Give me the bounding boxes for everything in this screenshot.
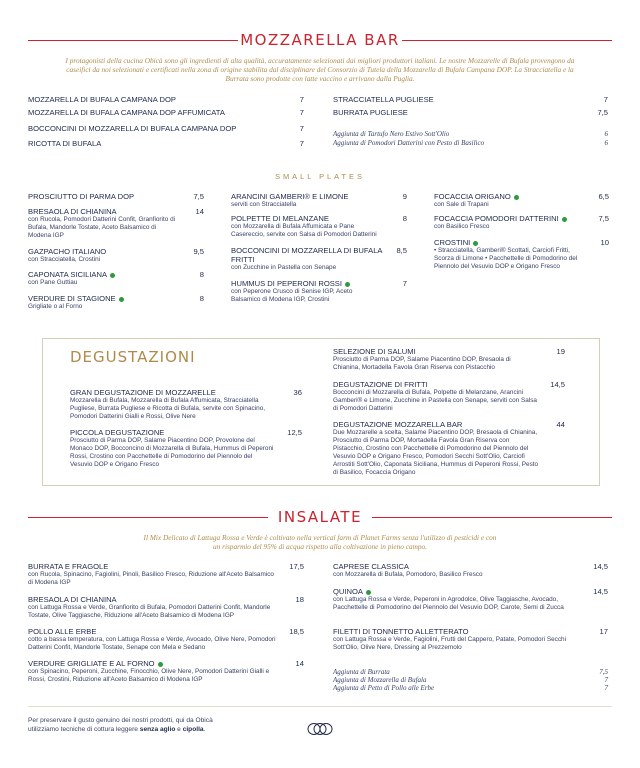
item-price: 14,5: [593, 587, 608, 596]
item-description: con Stracciatella, Crostini: [28, 256, 101, 263]
footer-bold-1: senza aglio: [139, 726, 176, 733]
footer-line-2-text: utilizziamo tecniche di cottura leggere: [28, 726, 140, 733]
item-description: con Lattuga Rossa e Verde, Fagiolini, Frutti del Cappero, Patate, Pomodori Secchi Sott'Olio, Olive Nere, Dressing al Prezzemolo: [333, 636, 567, 651]
item-name: BRESAOLA DI CHIANINA: [28, 207, 117, 216]
leaf-dot-icon: [514, 195, 519, 200]
item-description: con Basilico Fresco: [434, 223, 490, 230]
item-description: Bocconcini di Mozzarella di Bufala, Polpette di Melanzane, Arancini Gamberi® e Limone, Zucchine in Pastella con Senape, serviti con Salsa di Pomodori Datterini: [333, 389, 537, 412]
item-name: VERDURE DI STAGIONE: [28, 294, 116, 303]
item-description: Prosciutto di Parma DOP, Salame Piacentino DOP, Provolone del Monaco DOP, Bocconcino di Mozzarella di Bufala, Hummus di Peperoni Rossi, Crostino con Pacchettelle di Pomodorino del Piennolo del Vesuvio DOP e Origano Fresco: [70, 437, 274, 468]
item-name: HUMMUS DI PEPERONI ROSSI: [231, 279, 342, 288]
item-price: 7: [299, 108, 304, 117]
addon-price: 7: [604, 684, 608, 692]
leaf-dot-icon: [366, 590, 371, 595]
menu-item: [333, 380, 565, 413]
item-name: BURRATA E FRAGOLE: [28, 562, 109, 571]
item-name: BOCCONCINI DI MOZZARELLA DI BUFALA FRITTI: [231, 246, 383, 264]
menu-item: [28, 139, 304, 148]
item-description: con Peperone Crusco di Senise IGP, Aceto Balsamico di Modena IGP, Crostini: [231, 288, 353, 303]
footer-line: [28, 706, 612, 707]
item-name: CAPONATA SICILIANA: [28, 270, 108, 279]
item-name: RICOTTA DI BUFALA: [28, 139, 102, 148]
leaf-dot-icon: [473, 241, 478, 246]
footer-and: e: [175, 726, 183, 733]
insalate-title: INSALATE: [277, 508, 363, 526]
item-price: 19: [556, 347, 565, 356]
addon-price: 6: [604, 139, 608, 147]
leaf-dot-icon: [345, 282, 350, 287]
addon-label: Aggiunta di Tartufo Nero Estivo Sott'Olio: [333, 130, 450, 138]
addon-row: [333, 139, 608, 148]
menu-item: [28, 270, 204, 287]
addon-row: [333, 676, 608, 684]
item-description: con Sale di Trapani: [434, 201, 489, 208]
item-price: 7: [299, 139, 304, 148]
mozzarella-bar-addons: [333, 130, 608, 148]
item-name: STRACCIATELLA PUGLIESE: [333, 95, 434, 104]
leaf-dot-icon: [110, 273, 115, 278]
item-price: 8: [199, 270, 204, 279]
item-price: 17: [599, 627, 608, 636]
degustazioni-title: DEGUSTAZIONI: [70, 348, 196, 366]
item-description: • Stracciatella, Gamberi® Scottati, Carciofi Fritti, Scorza di Limone • Pacchettelle di Pomodorino del Piennolo del Vesuvio DOP e Origano Fresco: [434, 247, 578, 270]
item-name: POLPETTE DI MELANZANE: [231, 214, 329, 223]
footer-end: .: [203, 726, 206, 733]
item-description: cotto a bassa temperatura, con Lattuga Rossa e Verde, Avocado, Olive Nere, Pomodori Datterini Confit, Mandorle Tostate, Senape con Mela e Sedano: [28, 636, 276, 651]
menu-item: [28, 595, 304, 620]
menu-item: [333, 95, 608, 104]
item-price: 9: [402, 192, 407, 201]
menu-item: [333, 627, 608, 652]
mozzarella-bar-title: MOZZARELLA BAR: [240, 31, 400, 49]
item-price: 7,5: [193, 192, 204, 201]
item-price: 6,5: [598, 192, 609, 201]
menu-item: [231, 214, 407, 239]
menu-item: [28, 247, 204, 264]
menu-item: [28, 207, 204, 240]
item-description: con Rucola, Pomodori Datterini Confit, Granfiorito di Bufala, Mandorle Tostate, Aceto Balsamico di Modena IGP: [28, 216, 176, 239]
menu-item: [333, 347, 565, 372]
item-price: 14,5: [593, 562, 608, 571]
item-name: GAZPACHO ITALIANO: [28, 247, 107, 256]
item-price: 14,5: [550, 380, 565, 389]
menu-item: [28, 95, 304, 104]
item-name: MOZZARELLA DI BUFALA CAMPANA DOP AFFUMICATA: [28, 108, 225, 117]
item-description: con Mozzarella di Bufala, Pomodoro, Basilico Fresco: [333, 571, 483, 578]
menu-item: [70, 428, 302, 469]
addon-price: 7: [604, 676, 608, 684]
item-price: 18: [295, 595, 304, 604]
item-description: con Pane Guttiau: [28, 279, 78, 286]
item-name: FILETTI DI TONNETTO ALLETTERATO: [333, 627, 469, 636]
menu-item: [231, 279, 407, 304]
item-description: con Mozzarella di Bufala Affumicata e Pane Casereccio, servite con Salsa di Pomodori Datterini: [231, 223, 377, 238]
menu-item: [28, 562, 304, 587]
addon-row: [333, 684, 608, 692]
item-price: 7: [603, 95, 608, 104]
menu-item: [28, 124, 304, 133]
menu-item: [333, 420, 565, 477]
leaf-dot-icon: [562, 217, 567, 222]
item-price: 7: [402, 279, 407, 288]
item-name: DEGUSTAZIONE DI FRITTI: [333, 380, 428, 389]
addon-row: [333, 130, 608, 139]
addon-label: Aggiunta di Burrata: [333, 668, 390, 676]
footer-line-1: Per preservare il gusto genuino dei nostri prodotti, qui da Obicà: [28, 717, 213, 724]
item-price: 44: [556, 420, 565, 429]
item-price: 36: [293, 388, 302, 397]
menu-item: [231, 246, 407, 272]
item-name: GRAN DEGUSTAZIONE DI MOZZARELLE: [70, 388, 216, 397]
item-name: FOCACCIA ORIGANO: [434, 192, 511, 201]
item-price: 7: [299, 95, 304, 104]
addon-label: Aggiunta di Pomodori Datterini con Pesto di Basilico: [333, 139, 485, 147]
item-description: con Lattuga Rossa e Verde, Granfiorito di Bufala, Pomodori Datterini Confit, Mandorle Tostate, Olive Taggiasche, Riduzione all'Aceto Balsamico di Modena IGP: [28, 604, 271, 619]
addon-price: 7,5: [599, 668, 608, 676]
menu-item: [231, 192, 407, 209]
footer-note: [28, 716, 213, 734]
menu-item: [28, 108, 304, 117]
item-price: 14: [195, 207, 204, 216]
item-name: BURRATA PUGLIESE: [333, 108, 408, 117]
item-price: 8: [402, 214, 407, 223]
item-description: Due Mozzarelle a scelta, Salame Piacentino DOP, Bresaola di Chianina, Prosciutto di Parma DOP, Mortadella Favola Gran Riserva con Pistacchio, Crostino con Pacchettelle di Pomodorino del Piennolo del Vesuvio DOP e Origano Fresco, Pomodori Secchi Sott'Olio, Carciofi Arrostiti Sott'Olio, Caponata Siciliana, Hummus di Peperoni Rossi, Pesto di Basilico, Focaccia Origano: [333, 429, 539, 476]
item-price: 14: [295, 659, 304, 668]
item-name: BOCCONCINI DI MOZZARELLA DI BUFALA CAMPANA DOP: [28, 124, 237, 133]
insalate-intro: Il Mix Delicato di Lattuga Rossa e Verde è coltivato nella vertical farm di Planet Farms senza l'utilizzo di pesticidi e con un risparmio del 95% di acqua rispetto alla coltivazione in pieno campo.: [143, 533, 497, 551]
insalate-addons: [333, 668, 608, 692]
item-name: CAPRESE CLASSICA: [333, 562, 409, 571]
item-price: 17,5: [289, 562, 304, 571]
addon-label: Aggiunta di Mozzarella di Bufala: [333, 676, 427, 684]
menu-item: [70, 388, 302, 421]
item-price: 7,5: [598, 214, 609, 223]
menu-item: [28, 627, 304, 652]
mozzarella-bar-intro: I protagonisti della cucina Obicà sono gli ingredienti di alta qualità, accuratamente selezionati dai migliori produttori italiani. Le nostre Mozzarelle di Bufala provengono da caseifici da noi selezionati e certificati nella zona di origine stabilita dal disciplinare del Consorzio di Tutela della Mozzarella di Bufala Campana DOP. La Stracciatella e la Burrata sono prodotte con latte vaccino e arrivano dalla Puglia.: [65, 56, 575, 83]
addon-row: [333, 668, 608, 676]
menu-item: [434, 214, 609, 231]
item-price: 8: [199, 294, 204, 303]
footer-line-2: [28, 725, 213, 734]
leaf-dot-icon: [119, 297, 124, 302]
item-description: serviti con Stracciatella: [231, 201, 297, 208]
item-name: POLLO ALLE ERBE: [28, 627, 97, 636]
item-name: PROSCIUTTO DI PARMA DOP: [28, 192, 135, 201]
item-price: 18,5: [289, 627, 304, 636]
menu-item: [333, 587, 608, 612]
item-name: FOCACCIA POMODORI DATTERINI: [434, 214, 559, 223]
menu-item: [28, 659, 304, 684]
item-price: 7: [299, 124, 304, 133]
item-price: 12,5: [287, 428, 302, 437]
menu-item: [434, 238, 609, 271]
item-price: 9,5: [193, 247, 204, 256]
item-description: con Spinacino, Peperoni, Zucchine, Finocchio, Olive Nere, Pomodori Datterini Gialli e Rossi, Crostini, Riduzione all'Aceto Balsamico di Modena IGP: [28, 668, 270, 683]
item-name: BRESAOLA DI CHIANINA: [28, 595, 117, 604]
item-description: con Lattuga Rossa e Verde, Peperoni in Agrodolce, Olive Taggiasche, Avocado, Pacchettelle di Pomodorino del Piennolo del Vesuvio DOP, Carote, Semi di Zucca: [333, 596, 564, 611]
footer-bold-2: cipolla: [182, 726, 204, 733]
item-price: 10: [600, 238, 609, 247]
menu-item: [28, 294, 204, 311]
item-description: con Rucola, Spinacino, Fagiolini, Pinoli, Basilico Fresco, Riduzione all'Aceto Balsamico di Modena IGP: [28, 571, 274, 586]
item-description: Prosciutto di Parma DOP, Salame Piacentino DOP, Bresaola di Chianina, Mortadella Favola Gran Riserva con Pistacchio: [333, 356, 511, 371]
addon-label: Aggiunta di Petto di Pollo alle Erbe: [333, 684, 435, 692]
item-name: MOZZARELLA DI BUFALA CAMPANA DOP: [28, 95, 176, 104]
item-name: SELEZIONE DI SALUMI: [333, 347, 416, 356]
rings-logo-icon: [306, 722, 334, 736]
small-plates-title: SMALL PLATES: [275, 172, 365, 181]
item-price: 7,5: [597, 108, 608, 117]
menu-item: [333, 108, 608, 117]
item-description: Mozzarella di Bufala, Mozzarella di Bufala Affumicata, Stracciatella Pugliese, Burrata Pugliese e Ricotta di Bufala, servite con Spinacino, Pomodori Datterini Gialli e Rossi, Olive Nere: [70, 397, 266, 420]
item-name: DEGUSTAZIONE MOZZARELLA BAR: [333, 420, 463, 429]
item-description: Grigliate o al Forno: [28, 303, 83, 310]
item-name: QUINOA: [333, 587, 363, 596]
leaf-dot-icon: [158, 662, 163, 667]
menu-item: [28, 192, 204, 201]
item-name: PICCOLA DEGUSTAZIONE: [70, 428, 165, 437]
item-name: CROSTINI: [434, 238, 471, 247]
item-name: ARANCINI GAMBERI® E LIMONE: [231, 192, 349, 201]
item-price: 8,5: [396, 246, 407, 255]
menu-item: [333, 562, 608, 579]
menu-item: [434, 192, 609, 209]
item-description: con Zucchine in Pastella con Senape: [231, 264, 337, 271]
addon-price: 6: [604, 130, 608, 138]
item-name: VERDURE GRIGLIATE E AL FORNO: [28, 659, 155, 668]
